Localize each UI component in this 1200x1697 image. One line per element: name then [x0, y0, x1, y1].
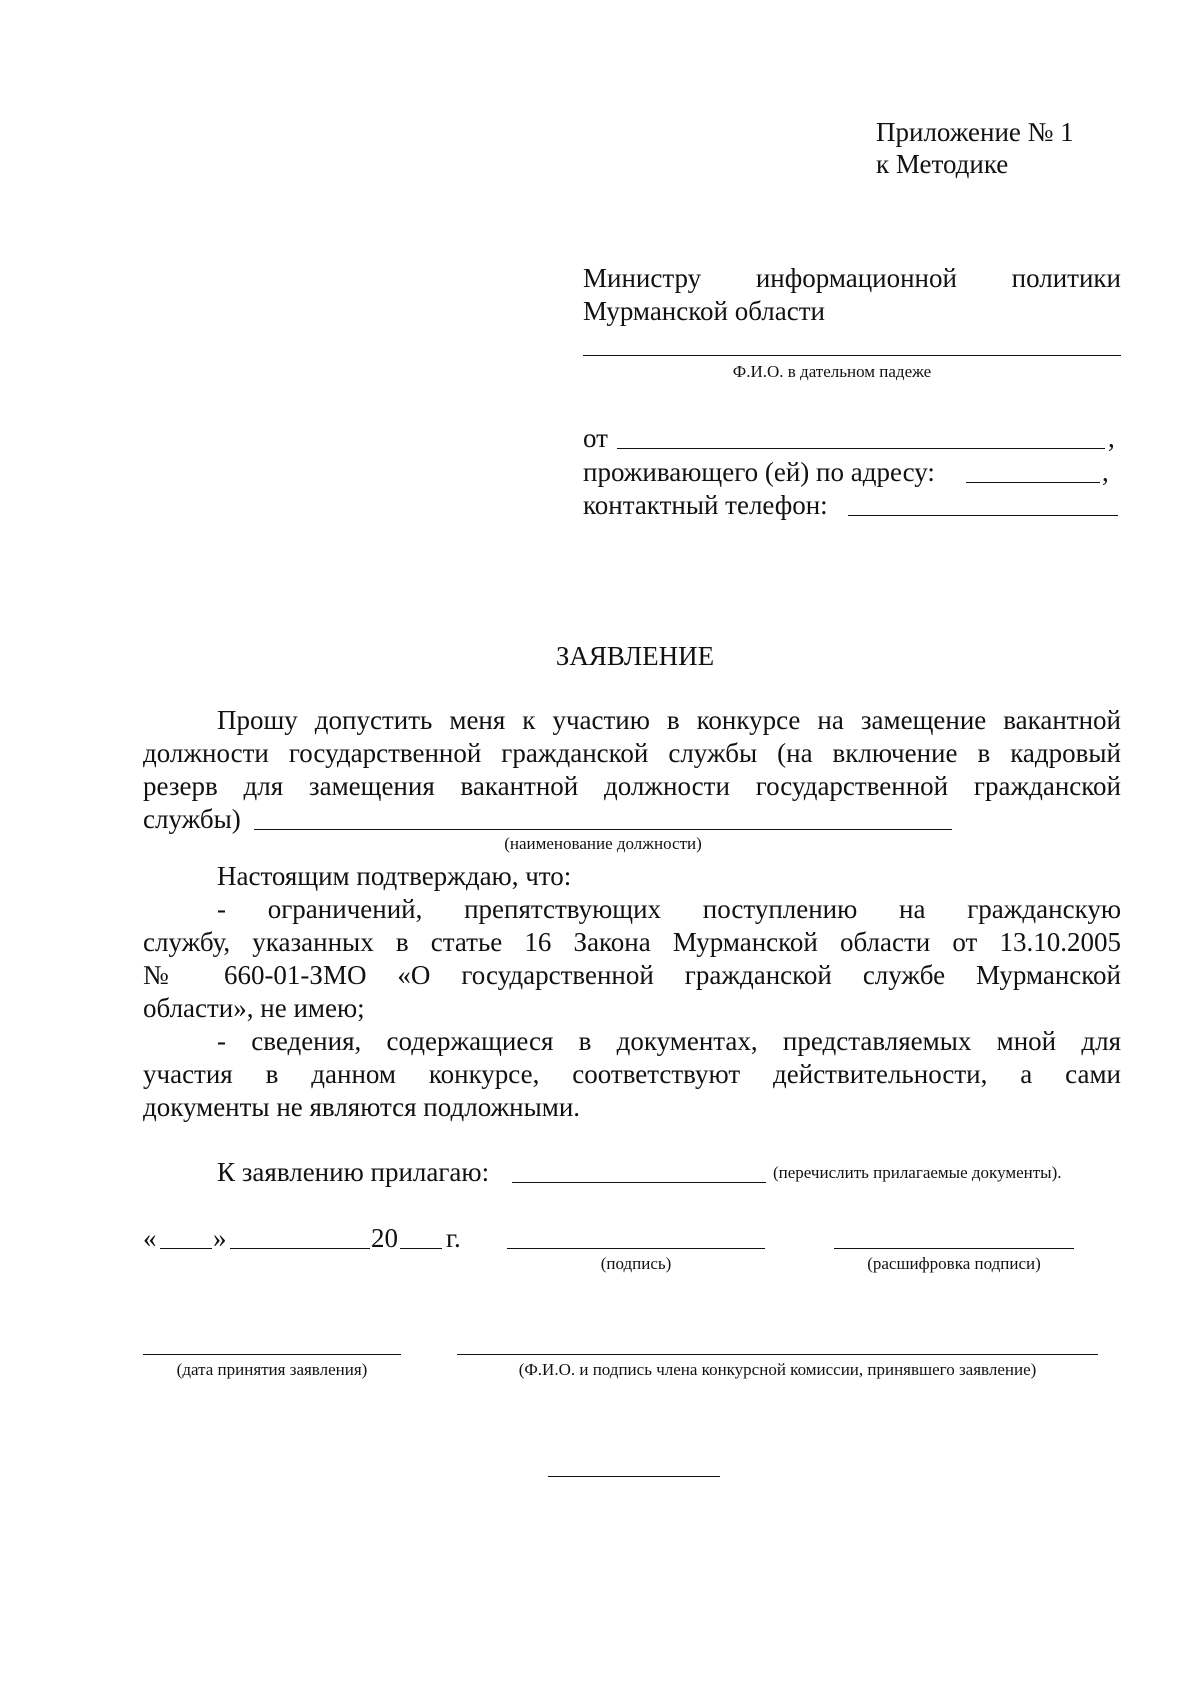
confirm-item2-line-3: документы не являются подложными. [143, 1092, 581, 1122]
confirm-item1-line-3: № 660-01-ЗМО «О государственной гражданской службе Мурманской [143, 960, 1121, 990]
fio-dative-caption: Ф.И.О. в дательном падеже [732, 362, 932, 381]
confirm-item1-line-4: области», не имею; [143, 993, 365, 1023]
end-divider [548, 1476, 720, 1477]
appendix-line-2: к Методике [876, 149, 1009, 179]
attach-label: К заявлению прилагаю: [217, 1157, 490, 1187]
phone-label: контактный телефон: [583, 490, 828, 520]
date-year-suffix: г. [446, 1223, 461, 1253]
page-title: ЗАЯВЛЕНИЕ [555, 641, 715, 671]
position-caption: (наименование должности) [504, 834, 702, 853]
position-field[interactable] [254, 829, 952, 830]
date-day-field[interactable] [160, 1248, 212, 1249]
addressee-word-1: Министру [583, 263, 702, 293]
confirm-item2-line-1: - сведения, содержащиеся в документах, представляемых мной для [217, 1026, 1121, 1056]
signature-field[interactable] [507, 1248, 765, 1249]
request-line-3: резерв для замещения вакантной должности государственной гражданской [143, 771, 1121, 801]
date-year-field[interactable] [400, 1248, 442, 1249]
appendix-line-1: Приложение № 1 [876, 117, 1074, 147]
date-open-quote: « [143, 1223, 157, 1253]
request-line-1: Прошу допустить меня к участию в конкурсе на замещение вакантной [217, 705, 1121, 735]
addressee-word-2: информационной [755, 263, 957, 293]
addressee-line-1 [583, 262, 1121, 294]
addressee-word-3: политики [1011, 263, 1121, 293]
acceptance-date-caption: (дата принятия заявления) [176, 1360, 368, 1379]
commission-member-field[interactable] [457, 1354, 1098, 1355]
attach-field[interactable] [512, 1182, 766, 1183]
confirm-item2-line-2: участия в данном конкурсе, соответствуют действительности, а сами [143, 1059, 1121, 1089]
signature-decoding-field[interactable] [834, 1248, 1074, 1249]
request-line-4: службы) [143, 804, 241, 834]
acceptance-date-field[interactable] [143, 1354, 401, 1355]
addressee-line-2: Мурманской области [583, 296, 825, 326]
request-line-2: должности государственной гражданской службы (на включение в кадровый [143, 738, 1121, 768]
phone-field[interactable] [848, 515, 1118, 516]
commission-member-caption: (Ф.И.О. и подпись члена конкурсной комиссии, принявшего заявление) [518, 1360, 1037, 1379]
signature-caption: (подпись) [600, 1254, 672, 1273]
attach-caption: (перечислить прилагаемые документы). [773, 1163, 1062, 1182]
date-year-prefix: 20 [371, 1223, 398, 1253]
date-close-quote: » [213, 1223, 227, 1253]
confirm-intro: Настоящим подтверждаю, что: [217, 861, 572, 891]
address-comma: , [1102, 457, 1109, 487]
from-field[interactable] [617, 448, 1105, 449]
confirm-item1-line-1: - ограничений, препятствующих поступлению на гражданскую [217, 894, 1121, 924]
from-label: от [583, 423, 608, 453]
signature-decoding-caption: (расшифровка подписи) [867, 1254, 1041, 1273]
date-month-field[interactable] [230, 1248, 370, 1249]
confirm-item1-line-2: службу, указанных в статье 16 Закона Мурманской области от 13.10.2005 [143, 927, 1121, 957]
address-field[interactable] [966, 482, 1100, 483]
address-label: проживающего (ей) по адресу: [583, 457, 935, 487]
fio-dative-field[interactable] [583, 355, 1121, 356]
from-comma: , [1108, 423, 1115, 453]
